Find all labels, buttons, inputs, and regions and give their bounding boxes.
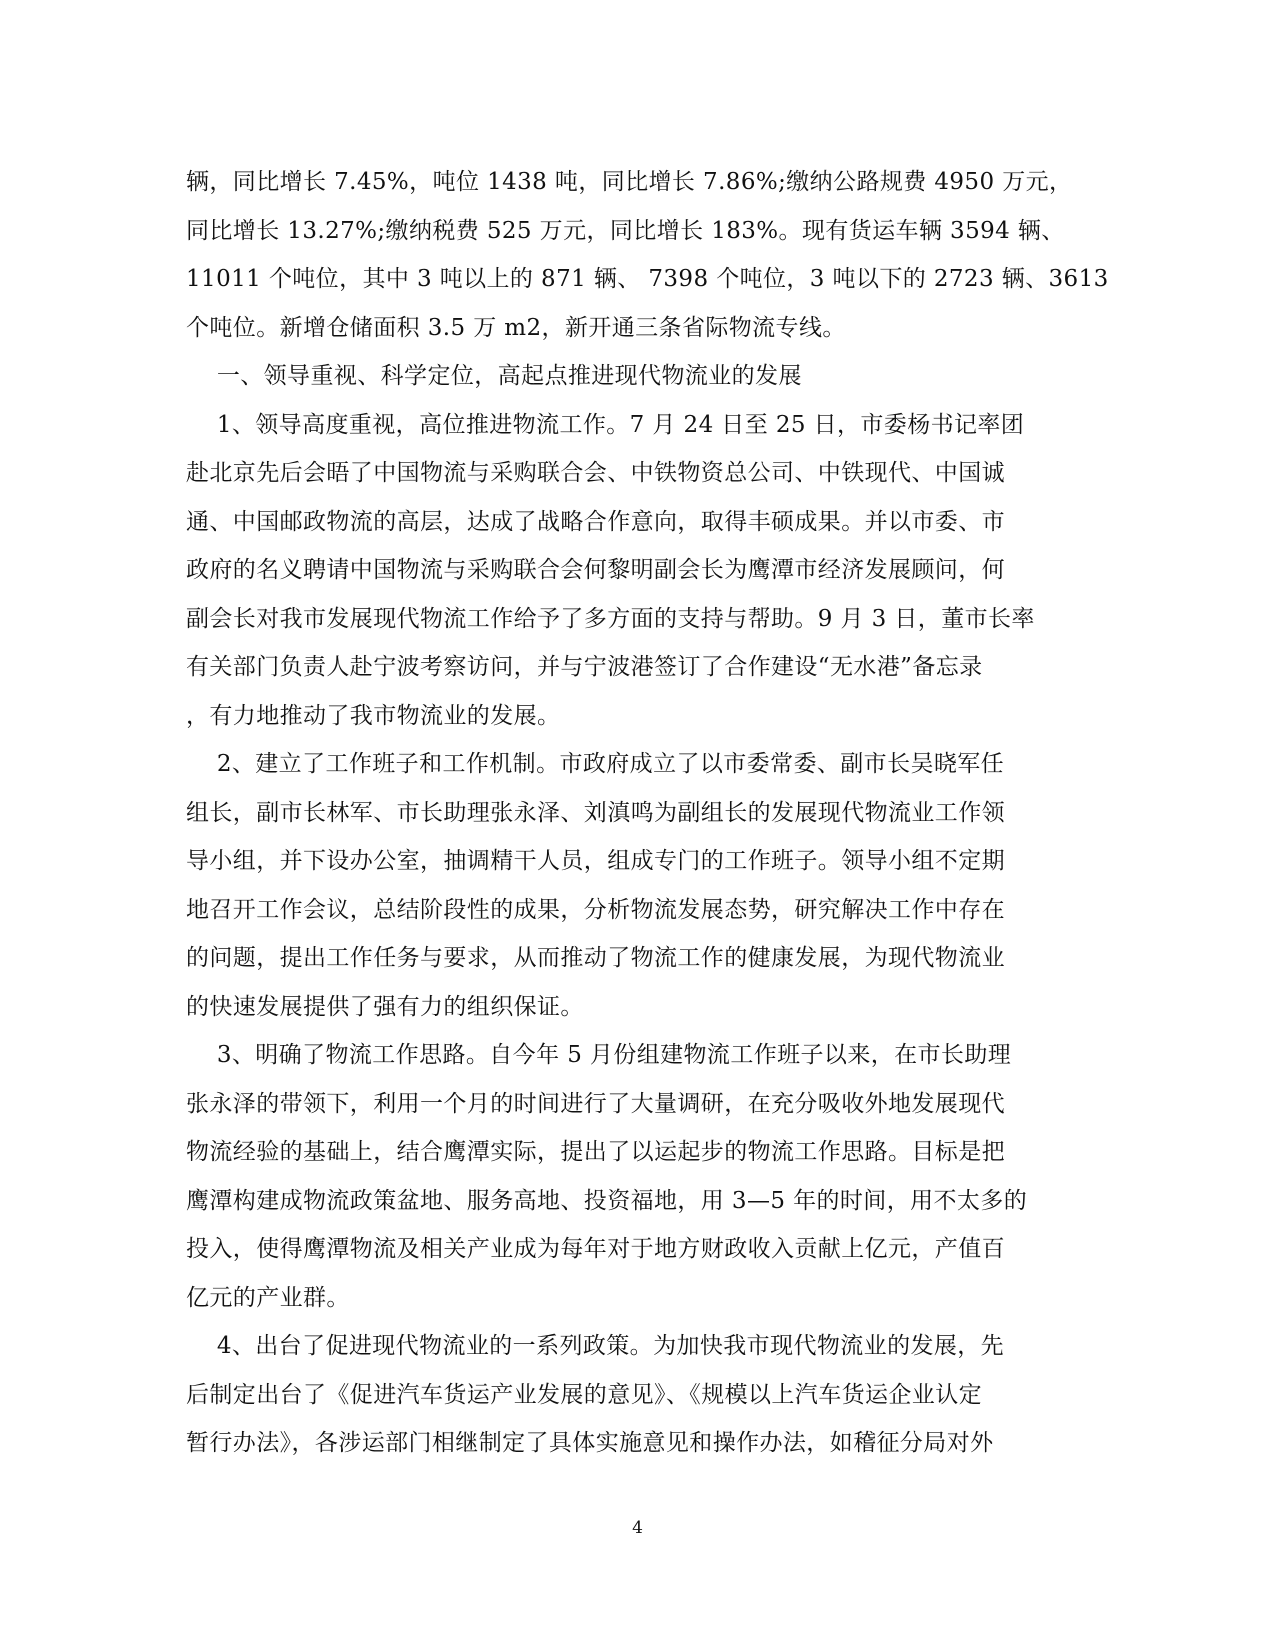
body-text (186, 158, 1109, 1468)
page-number: 4 (632, 1518, 643, 1538)
text-line: 物流经验的基础上，结合鹰潭实际，提出了以运起步的物流工作思路。目标是把 (186, 1139, 1005, 1165)
text-line: 有关部门负责人赴宁波考察访问，并与宁波港签订了合作建设“无水港”备忘录 (186, 654, 983, 680)
text-line: 暂行办法》，各涉运部门相继制定了具体实施意见和操作办法，如稽征分局对外 (186, 1430, 994, 1456)
text-line: 副会长对我市发展现代物流工作给予了多方面的支持与帮助。9 月 3 日，董市长率 (186, 605, 1035, 632)
text-line: 投入，使得鹰潭物流及相关产业成为每年对于地方财政收入贡献上亿元，产值百 (186, 1236, 1005, 1262)
text-line: 地召开工作会议，总结阶段性的成果，分析物流发展态势，研究解决工作中存在 (186, 896, 1005, 923)
text-line: 的问题，提出工作任务与要求，从而推动了物流工作的健康发展，为现代物流业 (186, 945, 1005, 971)
text-line: 辆，同比增长 7.45%，吨位 1438 吨，同比增长 7.86%;缴纳公路规费 4950 万元， (186, 169, 1073, 195)
text-line: 亿元的产业群。 (186, 1284, 350, 1311)
text-line: ，有力地推动了我市物流业的发展。 (186, 702, 561, 729)
text-line: 1、领导高度重视，高位推进物流工作。7 月 24 日至 25 日，市委杨书记率团 (186, 411, 1025, 438)
text-line: 导小组，并下设办公室，抽调精干人员，组成专门的工作班子。领导小组不定期 (186, 848, 1005, 874)
text-line: 政府的名义聘请中国物流与采购联合会何黎明副会长为鹰潭市经济发展顾问，何 (186, 557, 1005, 583)
text-line: 11011 个吨位，其中 3 吨以上的 871 辆、 7398 个吨位，3 吨以下的 2723 辆、3613 (186, 266, 1109, 292)
text-line: 个吨位。新增仓储面积 3.5 万 m2，新开通三条省际物流专线。 (186, 314, 846, 341)
text-line: 后制定出台了《促进汽车货运产业发展的意见》、《规模以上汽车货运企业认定 (186, 1381, 982, 1408)
section-heading: 一、领导重视、科学定位，高起点推进现代物流业的发展 (186, 363, 802, 389)
text-line: 4、出台了促进现代物流业的一系列政策。为加快我市现代物流业的发展，先 (186, 1333, 1005, 1359)
text-line: 同比增长 13.27%;缴纳税费 525 万元，同比增长 183%。现有货运车辆 3594 辆、 (186, 217, 1065, 244)
text-line: 鹰潭构建成物流政策盆地、服务高地、投资福地，用 3—5 年的时间，用不太多的 (186, 1187, 1028, 1214)
text-line: 通、中国邮政物流的高层，达成了战略合作意向，取得丰硕成果。并以市委、市 (186, 508, 1005, 535)
text-line: 组长，副市长林军、市长助理张永泽、刘滇鸣为副组长的发展现代物流业工作领 (186, 799, 1005, 826)
text-line: 3、明确了物流工作思路。自今年 5 月份组建物流工作班子以来，在市长助理 (186, 1042, 1012, 1068)
text-line: 2、建立了工作班子和工作机制。市政府成立了以市委常委、副市长吴晓军任 (186, 751, 1005, 777)
text-line: 赴北京先后会晤了中国物流与采购联合会、中铁物资总公司、中铁现代、中国诚 (186, 460, 1005, 486)
text-line: 的快速发展提供了强有力的组织保证。 (186, 993, 584, 1020)
text-line: 张永泽的带领下，利用一个月的时间进行了大量调研，在充分吸收外地发展现代 (186, 1090, 1005, 1117)
